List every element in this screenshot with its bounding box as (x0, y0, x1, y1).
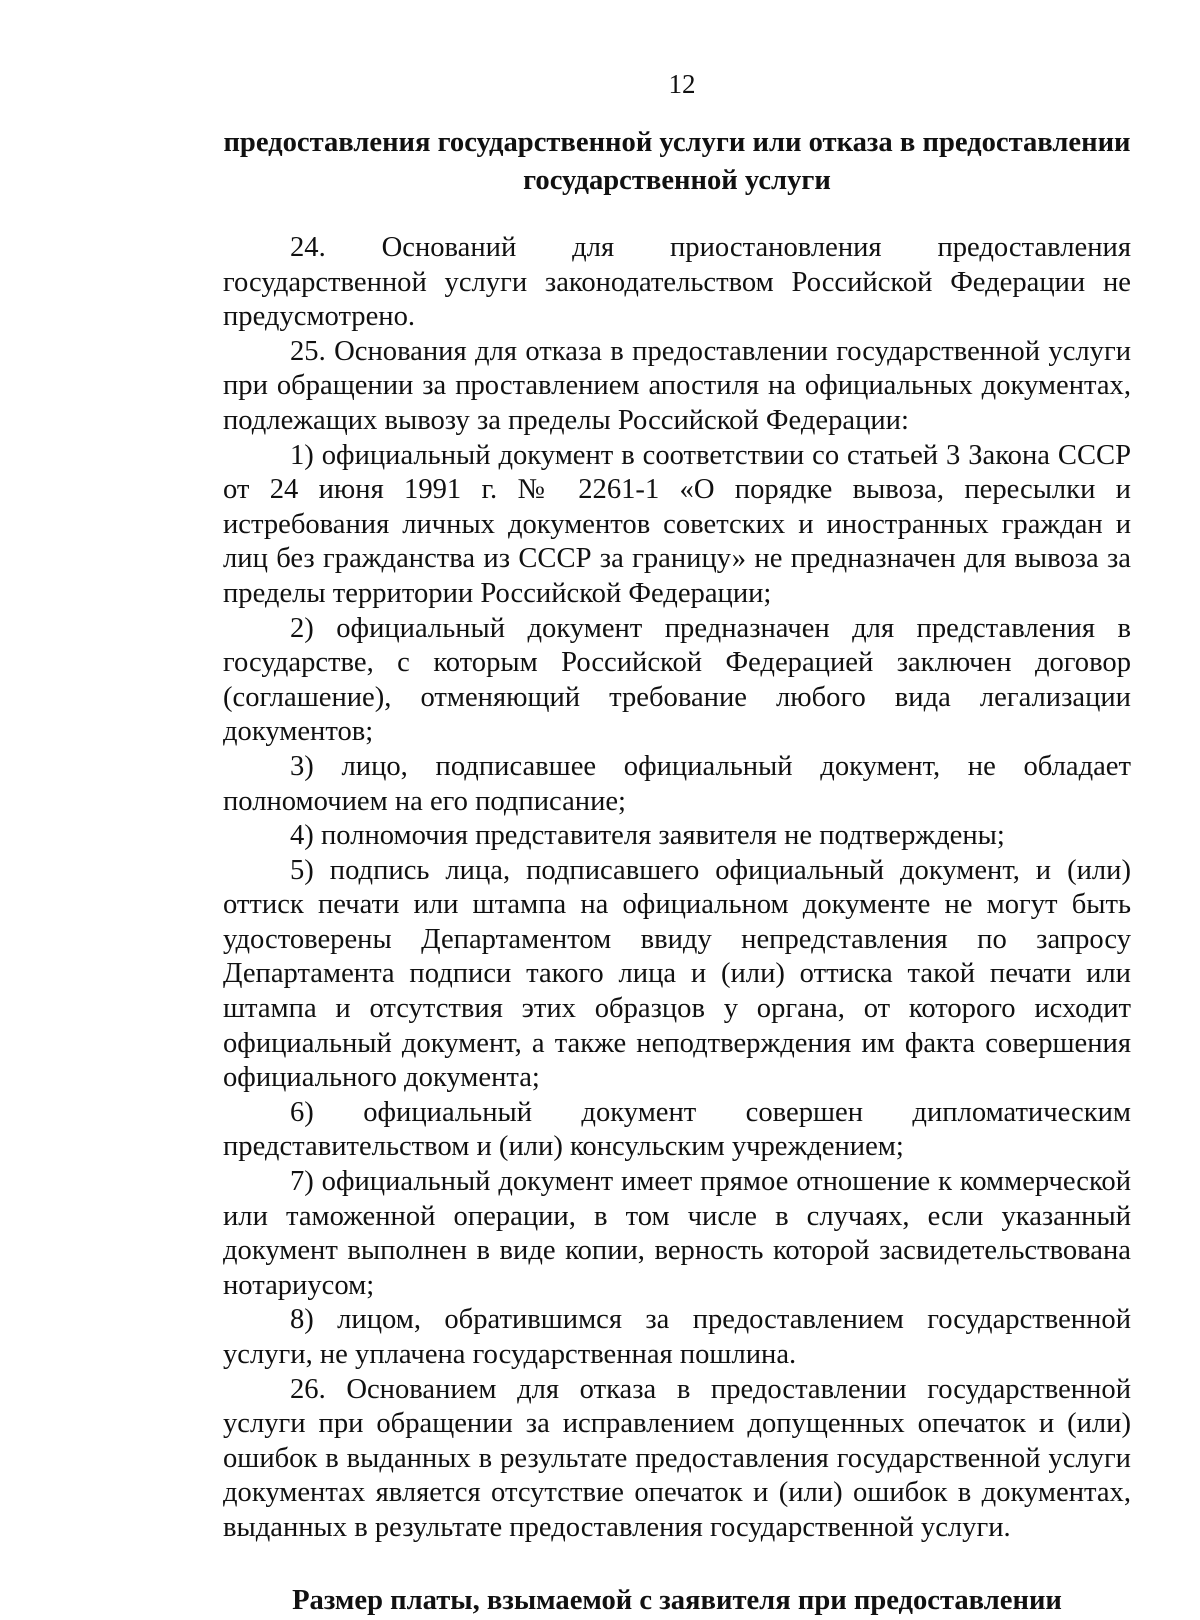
list-item-5: 5) подпись лица, подписавшего официальный документ, и (или) оттиск печати или штампа на официальном документе не могут быть удостоверены Департаментом ввиду непредставления по запросу Департамента подписи такого лица и (или) оттиска такой печати или штампа и отсутствия этих образцов у органа, от которого исходит официальный документ, а также неподтверждения им факта совершения официального документа; (223, 854, 1131, 1094)
paragraph-26: 26. Основанием для отказа в предоставлении государственной услуги при обращении за исправлением допущенных опечаток и (или) ошибок в выданных в результате предоставления государственной услуги документах является отсутствие опечаток и (или) ошибок в документах, выданных в результате предоставления государственной услуги. (223, 1373, 1131, 1543)
list-item-2: 2) официальный документ предназначен для представления в государстве, с которым Российской Федерацией заключен договор (соглашение), отменяющий требование любого вида легализации документов; (223, 612, 1131, 748)
page-number: 12 (668, 69, 696, 99)
list-item-6: 6) официальный документ совершен дипломатическим представительством и (или) консульским учреждением; (223, 1096, 1131, 1163)
section-heading: предоставления государственной услуги или отказа в предоставлении государственной услуги (223, 127, 1131, 196)
document-body (223, 124, 1131, 1620)
paragraph-25: 25. Основания для отказа в предоставлении государственной услуги при обращении за проставлением апостиля на официальных документах, подлежащих вывозу за пределы Российской Федерации: (223, 335, 1131, 436)
list-item-7: 7) официальный документ имеет прямое отношение к коммерческой или таможенной операции, в том числе в случаях, если указанный документ выполнен в виде копии, верность которой засвидетельствована нотариусом; (223, 1166, 1131, 1301)
list-item-8: 8) лицом, обратившимся за предоставлением государственной услуги, не уплачена государственная пошлина. (223, 1304, 1131, 1370)
list-item-3: 3) лицо, подписавшее официальный документ, не обладает полномочием на его подписание; (223, 750, 1131, 817)
section-heading-next: Размер платы, взымаемой с заявителя при предоставлении (292, 1584, 1062, 1616)
paragraph-24: 24. Оснований для приостановления предоставления государственной услуги законодательством Российской Федерации не предусмотрено. (223, 232, 1131, 333)
list-item-1: 1) официальный документ в соответствии со статьей 3 Закона СССР от 24 июня 1991 г. № 2261-1 «О порядке вывоза, пересылки и истребования личных документов советских и иностранных граждан и лиц без гражданства из СССР за границу» не предназначен для вывоза за пределы территории Российской Федерации; (223, 439, 1131, 609)
list-item-4: 4) полномочия представителя заявителя не подтверждены; (290, 820, 1005, 852)
